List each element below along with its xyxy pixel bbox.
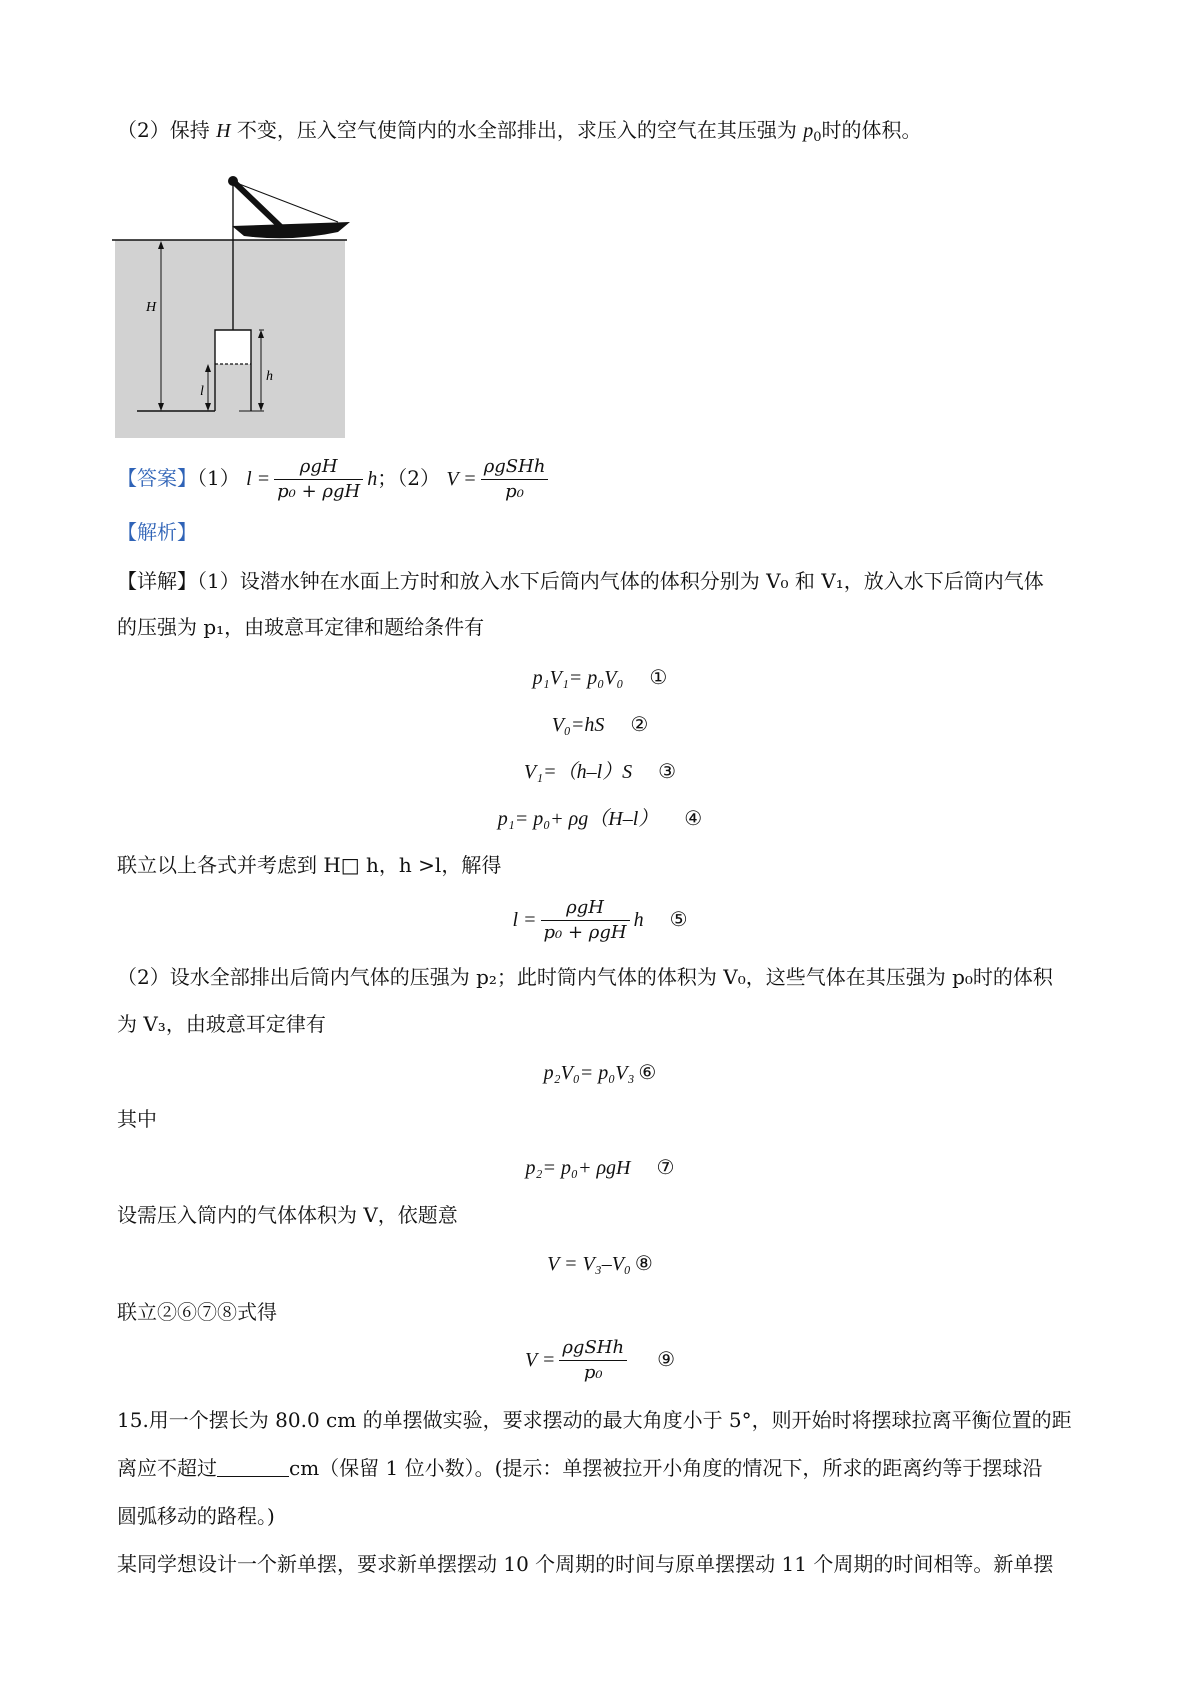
detail-line-1: 【详解】（1）设潜水钟在水面上方时和放入水下后筒内气体的体积分别为 V₀ 和 V₁，放入水下后筒内气体 <box>117 569 1044 593</box>
bell-air <box>215 330 251 364</box>
label-h: h <box>266 369 273 384</box>
equation-9: V = $\frac{\text{ρgSHh}}{\text{p₀}}$ ⑨ <box>524 1337 676 1383</box>
label-H: H <box>146 300 157 315</box>
part2-line-1: （2）设水全部排出后筒内气体的压强为 p₂；此时筒内气体的体积为 V₀，这些气体在其压强为 p₀时的体积 <box>117 965 1053 989</box>
answer-blank[interactable] <box>217 1458 289 1477</box>
set-v-line: 设需压入筒内的气体体积为 V，依题意 <box>117 1203 458 1227</box>
part2-line-2: 为 V₃，由玻意耳定律有 <box>117 1012 326 1036</box>
answer-tag: 【答案】 <box>117 465 197 490</box>
combine-line-1: 联立以上各式并考虑到 H□ h，h >l，解得 <box>117 853 502 877</box>
question-15-line-2: 离应不超过 cm（保留 1 位小数）。(提示：单摆被拉开小角度的情况下，所求的距离约等于摆球沿 <box>117 1456 1043 1480</box>
equation-5: l = $\frac{\text{ρgH}}{\text{p₀ + ρgH}}$ h ⑤ <box>512 897 688 943</box>
equation-1: p₁V₁= p₀V₀ ① <box>532 665 668 689</box>
equation-2: V₀=hS ② <box>551 712 649 736</box>
question-15-line-1: 15.用一个摆长为 80.0 cm 的单摆做实验，要求摆动的最大角度小于 5°，则开始时将摆球拉离平衡位置的距 <box>117 1408 1072 1432</box>
diving-bell-figure <box>112 170 352 440</box>
answer-fraction-2: $\frac{\text{ρgSHh}}{\text{p₀}}$ <box>481 457 549 502</box>
crane-arm <box>234 182 282 228</box>
equation-8: V = V₃–V₀ ⑧ <box>547 1251 653 1275</box>
answer-fraction-1: $\frac{\text{ρgH}}{\text{p₀ + ρgH}}$ <box>274 457 363 502</box>
answer-line: 【答案】（1） l = $\frac{\text{ρgH}}{\text{p₀ + ρgH}}$ h；（2） V = $\frac{\text{ρgSHh}}{\text{p₀}}$ <box>117 457 552 502</box>
analysis-tag: 【解析】 <box>117 520 197 544</box>
equation-7: p₂= p₀+ ρgH ⑦ <box>525 1155 675 1179</box>
among-label: 其中 <box>117 1107 157 1131</box>
equation-4: p₁= p₀+ ρg（H–l） ④ <box>497 806 703 830</box>
label-l: l <box>200 384 204 399</box>
boat <box>232 222 350 238</box>
equation-3: V₁=（h–l）S ③ <box>523 759 677 783</box>
crane-cable-diag <box>234 182 338 222</box>
question-2-prompt: （2）保持 H 不变，压入空气使筒内的水全部排出，求压入的空气在其压强为 $p_0$时的体积。 <box>117 118 922 145</box>
equation-6: p₂V₀= p₀V₃ ⑥ <box>543 1060 657 1084</box>
detail-line-2: 的压强为 p₁，由玻意耳定律和题给条件有 <box>117 615 485 639</box>
question-15-line-3: 圆弧移动的路程。) <box>117 1504 275 1528</box>
question-15-line-4: 某同学想设计一个新单摆，要求新单摆摆动 10 个周期的时间与原单摆摆动 11 个周期的时间相等。新单摆 <box>117 1552 1054 1576</box>
combine-line-2: 联立②⑥⑦⑧式得 <box>117 1300 277 1324</box>
